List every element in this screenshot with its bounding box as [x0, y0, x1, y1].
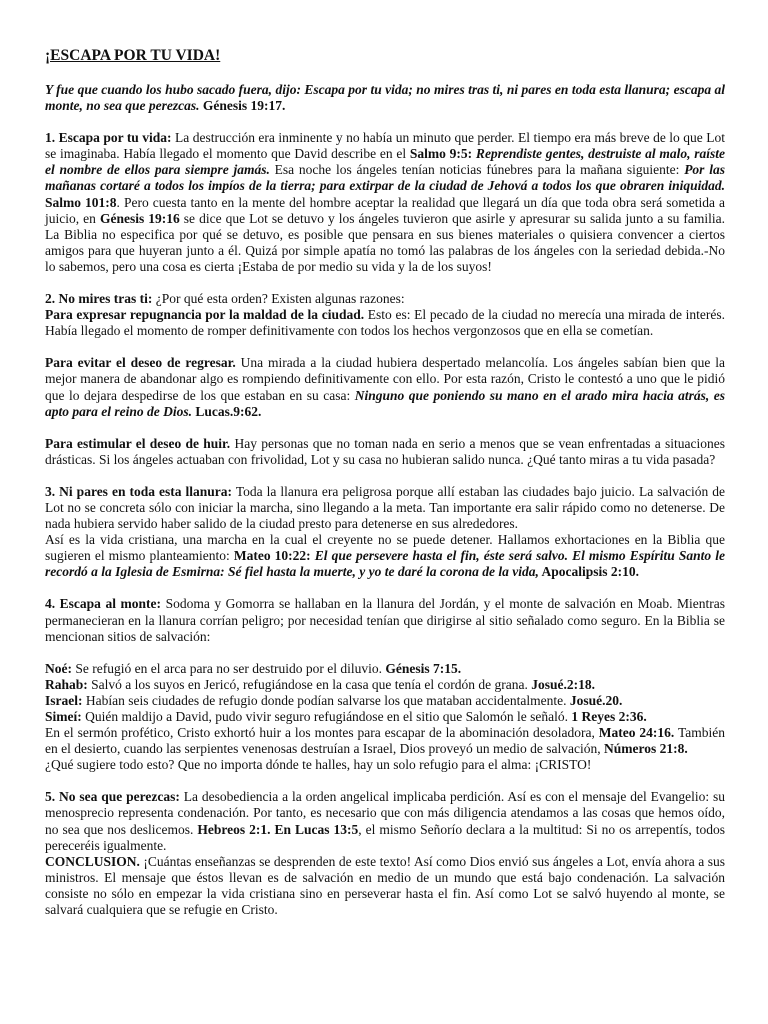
reason-text: Una mirada a la ciudad hubiera despertado melancolía. Los ángeles sabían bien que la mejor manera de abandonar algo es rompiendo definitivamente con ello. Por esta razón, Cristo le contestó a uno que le pidió que lo dejara despedirse de los que estaban en su casa: — [45, 355, 725, 403]
section-3-text: Así es la vida cristiana, una marcha en la cual el creyente no se puede detener. Hallamos exhortaciones en la Biblia que sugieren el mismo planteamiento: — [45, 532, 725, 564]
section-2-reason-3 — [45, 436, 725, 468]
section-4-paragraph — [45, 596, 725, 644]
section-4-text: ¿Qué sugiere todo esto? Que no importa dónde te halles, hay un solo refugio para el alma: ¡CRISTO! — [45, 757, 592, 773]
reason-text: Esto es: El pecado de la ciudad no merecía una mirada de interés. Había llegado el momento de romper definitivamente con todos los hechos vergonzosos que en ella se cometían. — [45, 307, 725, 339]
intro-paragraph — [45, 82, 725, 114]
section-3-reference: Mateo 10:22: — [233, 548, 311, 564]
refuge-reference: 1 Reyes 2:36. — [571, 709, 647, 724]
refuge-text: Se refugió en el arca para no ser destruido por el diluvio. — [72, 660, 386, 676]
refuge-item — [45, 709, 725, 725]
section-4-heading: 4. Escapa al monte: — [45, 596, 162, 612]
refuge-item — [45, 693, 725, 709]
section-3-quote: El que persevere hasta el fin, éste será salvo. El mismo Espíritu Santo le recordó a la Iglesia de Esmirna: Sé fiel hasta la muerte, y yo te daré la corona de la vida, — [45, 548, 725, 580]
section-3-heading: 3. Ni pares en toda esta llanura: — [45, 483, 233, 499]
section-2-intro — [45, 291, 725, 307]
section-2-text: ¿Por qué esta orden? Existen algunas razones: — [152, 291, 405, 307]
section-1-quote: Reprendiste gentes, destruiste al malo, raíste el nombre de ellos para siempre jamás. — [45, 146, 726, 178]
refuge-name: Rahab: — [45, 676, 88, 692]
reason-heading: Para estimular el deseo de huir. — [45, 435, 231, 451]
section-3-paragraph-2 — [45, 532, 725, 580]
section-5-text: La desobediencia a la orden angelical implicaba perdición. Así es con el mensaje del Evangelio: su menosprecio representa condenación. Por tanto, es necesario que con más diligencia atendamos a las cosas que hemos oído, no sea que nos deslicemos. — [45, 789, 725, 837]
refuge-item — [45, 661, 725, 677]
section-4-reference: Mateo 24:16. — [598, 725, 675, 741]
section-1-reference: Salmo 9:5: — [409, 146, 473, 162]
conclusion-heading: CONCLUSION. — [45, 853, 140, 869]
refuge-text: Habían seis ciudades de refugio donde podían salvarse los que mataban accidentalmente. — [82, 692, 570, 708]
section-3-reference: Apocalipsis 2:10. — [538, 564, 639, 580]
refuge-reference: Génesis 7:15. — [385, 660, 462, 676]
refuge-reference: Josué.2:18. — [531, 676, 595, 692]
refuge-text: Quién maldijo a David, pudo vivir seguro refugiándose en el sitio que Salomón le señaló. — [81, 709, 572, 724]
page-title: ¡ESCAPA POR TU VIDA! — [45, 47, 221, 64]
section-5-reference: Hebreos 2:1. En Lucas 13:5 — [197, 821, 359, 837]
section-1-paragraph — [45, 130, 725, 275]
section-4-paragraph-2 — [45, 725, 725, 757]
reason-heading: Para expresar repugnancia por la maldad de la ciudad. — [45, 307, 365, 323]
section-2-heading: 2. No mires tras ti: — [45, 291, 153, 307]
section-2-reason-1 — [45, 307, 725, 339]
section-3-paragraph — [45, 484, 725, 532]
refuge-reference: Josué.20. — [569, 692, 623, 708]
section-1-reference: Salmo 101:8 — [45, 194, 117, 210]
reason-reference: Lucas.9:62. — [192, 403, 262, 419]
section-1-text: . Pero cuesta tanto en la mente del hombre aceptar la realidad que llegará un día que toda obra será sometida a juicio, en — [45, 194, 726, 226]
intro-reference: Génesis 19:17. — [199, 98, 286, 114]
refuge-text: Salvó a los suyos en Jericó, refugiándose en la casa que tenía el cordón de grana. — [87, 676, 532, 692]
conclusion-paragraph — [45, 854, 725, 918]
section-1-reference: Génesis 19:16 — [99, 210, 180, 226]
section-4-paragraph-3 — [45, 757, 725, 773]
refuge-name: Simeí: — [45, 709, 82, 724]
conclusion-text: ¡Cuántas enseñanzas se desprenden de este texto! Así como Dios envió sus ángeles a Lot, envía ahora a sus ministros. El mensaje que éstos llevan es de salvación en medio de un mundo que está bajo condenación. La salvación consiste no sólo en empezar la vida cristiana sino en perseverar hasta el fin. Así como Lot se salvó huyendo al monte, se salvará cualquiera que se refugie en Cristo. — [45, 853, 725, 918]
section-1-heading: 1. Escapa por tu vida: — [45, 130, 172, 146]
refuge-item — [45, 677, 725, 693]
reason-text: Hay personas que no toman nada en serio a menos que se vean enfrentadas a situaciones drásticas. Si los ángeles actuaban con frivolidad, Lot y su casa no hubieran salido nunca. ¿Qué tanto miras a tu vida pasada? — [45, 435, 725, 467]
section-1-quote: Por las mañanas cortaré a todos los impíos de la tierra; para extirpar de la ciudad de Jehová a todos los que obraren iniquidad. — [45, 162, 725, 194]
section-5-text: , el mismo Señorío declara a la multitud: Si no os arrepentís, todos pereceréis igualmente. — [45, 821, 726, 853]
section-5-paragraph — [45, 789, 725, 853]
intro-quote: Y fue que cuando los hubo sacado fuera, dijo: Escapa por tu vida; no mires tras ti, ni pares en toda esta llanura; escapa al monte, no sea que perezcas. — [45, 82, 725, 114]
refuge-name: Noé: — [45, 660, 72, 676]
section-4-text: En el sermón profético, Cristo exhortó huir a los montes para escapar de la abominación desoladora, — [45, 725, 599, 741]
section-1-text: La destrucción era inminente y no había un minuto que perder. El tiempo era más breve de lo que Lot se imaginaba. Había llegado el momento que David describe en el — [45, 130, 725, 162]
section-2-reason-2 — [45, 355, 725, 419]
reason-heading: Para evitar el deseo de regresar. — [45, 355, 236, 371]
section-1-text: Esa noche los ángeles tenían noticias fúnebres para la mañana siguiente: — [269, 162, 685, 178]
section-3-text: Toda la llanura era peligrosa porque allí estaban las ciudades bajo juicio. La salvación de Lot no se concreta sólo con iniciar la marcha, sino llegando a la meta. Tan importante era salir rápido como no detenerse. De nada hubiera servido haber salido de la ciudad presto para detenerse en sus alrededores. — [45, 483, 725, 532]
refuge-name: Israel: — [45, 692, 83, 708]
section-5-heading: 5. No sea que perezcas: — [45, 789, 180, 805]
section-4-reference: Números 21:8. — [603, 741, 688, 757]
section-1-text: se dice que Lot se detuvo y los ángeles tuvieron que asirle y apresurar su salida junto a su familia. La Biblia no especifica por qué se detuvo, es posible que pensara en sus bienes materiales o quisiera convencer a ciertos amigos para que huyeran junto a él. Quizá por simple apatía no tomó las palabras de los ángeles con la seriedad debida.-No lo sabemos, pero una cosa es cierta ¡Estaba de por medio su vida y la de los suyos! — [45, 210, 725, 274]
section-4-text: Sodoma y Gomorra se hallaban en la llanura del Jordán, y el monte de salvación en Moab. Mientras permanecieran en la llanura corrían peligro; por necesidad tenían que dirigirse al sitio señalado como seguro. En la Biblia se mencionan sitios de salvación: — [45, 596, 726, 644]
section-4-text: También en el desierto, cuando las serpientes venenosas destruían a Israel, Dios proveyó un medio de salvación, — [45, 725, 726, 757]
reason-quote: Ninguno que poniendo su mano en el arado mira hacia atrás, es apto para el reino de Dios. — [45, 387, 726, 419]
